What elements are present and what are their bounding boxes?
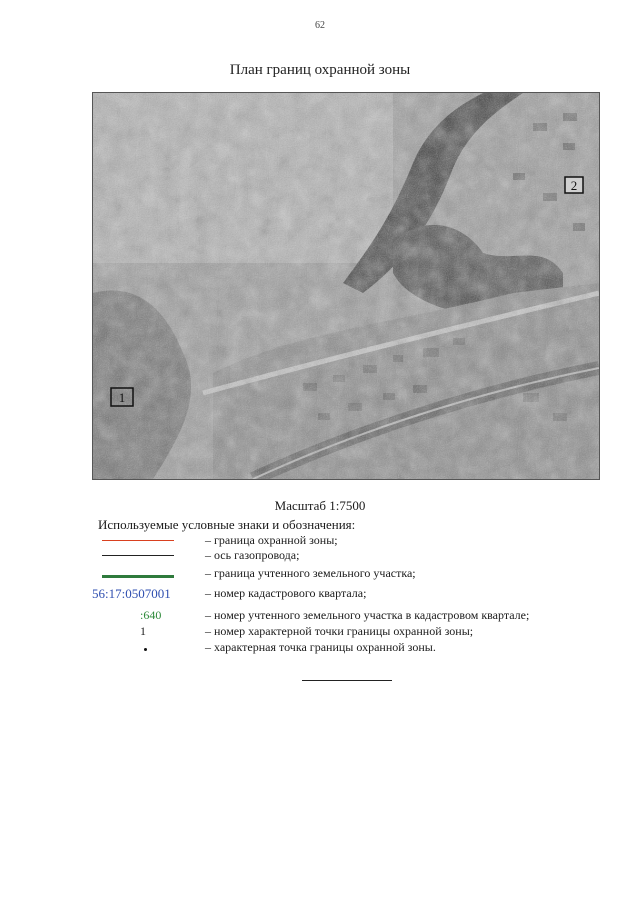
legend-item: [98, 533, 618, 549]
legend-description: – ось газопровода;: [205, 548, 300, 562]
point-label-1: 1: [118, 390, 126, 405]
document-title: План границ охранной зоны: [229, 62, 411, 78]
page-number: 62: [315, 20, 325, 31]
legend-line-sample: [102, 555, 174, 556]
legend-item: [98, 548, 618, 564]
legend-description: – характерная точка границы охранной зоны.: [205, 640, 436, 654]
bottom-rule: [302, 680, 392, 681]
legend-symbol: [98, 640, 188, 656]
aerial-map: [92, 92, 600, 480]
aerial-photo: [93, 93, 599, 479]
map-scale: Масштаб 1:7500: [274, 498, 366, 513]
legend-item: [98, 624, 618, 640]
legend-description: – номер характерной точки границы охранной зоны;: [205, 624, 474, 638]
legend-item: [98, 640, 618, 656]
legend-line-sample: [102, 575, 174, 578]
legend-description: – граница охранной зоны;: [205, 533, 338, 547]
legend-dot-sample: [144, 648, 147, 651]
legend-text-sample: :640: [140, 608, 162, 622]
legend-text-sample: 1: [140, 624, 146, 638]
legend-item: [98, 566, 618, 582]
legend-heading: Используемые условные знаки и обозначения:: [98, 517, 356, 532]
legend-symbol: [98, 608, 188, 624]
legend-item: [92, 586, 618, 602]
point-label-2: 2: [570, 178, 578, 193]
legend-description: – граница учтенного земельного участка;: [205, 566, 416, 580]
boundary-point-2: [565, 177, 583, 193]
legend-symbol: [98, 548, 188, 564]
legend-item: [98, 608, 618, 624]
legend-symbol: [98, 624, 188, 640]
legend-symbol: [98, 533, 188, 549]
legend-symbol: [92, 586, 188, 602]
legend-description: – номер кадастрового квартала;: [205, 586, 367, 600]
legend-line-sample: [102, 540, 174, 541]
legend-description: – номер учтенного земельного участка в кадастровом квартале;: [205, 608, 530, 622]
legend-symbol: [98, 566, 188, 582]
legend-text-sample: 56:17:0507001: [92, 586, 171, 601]
